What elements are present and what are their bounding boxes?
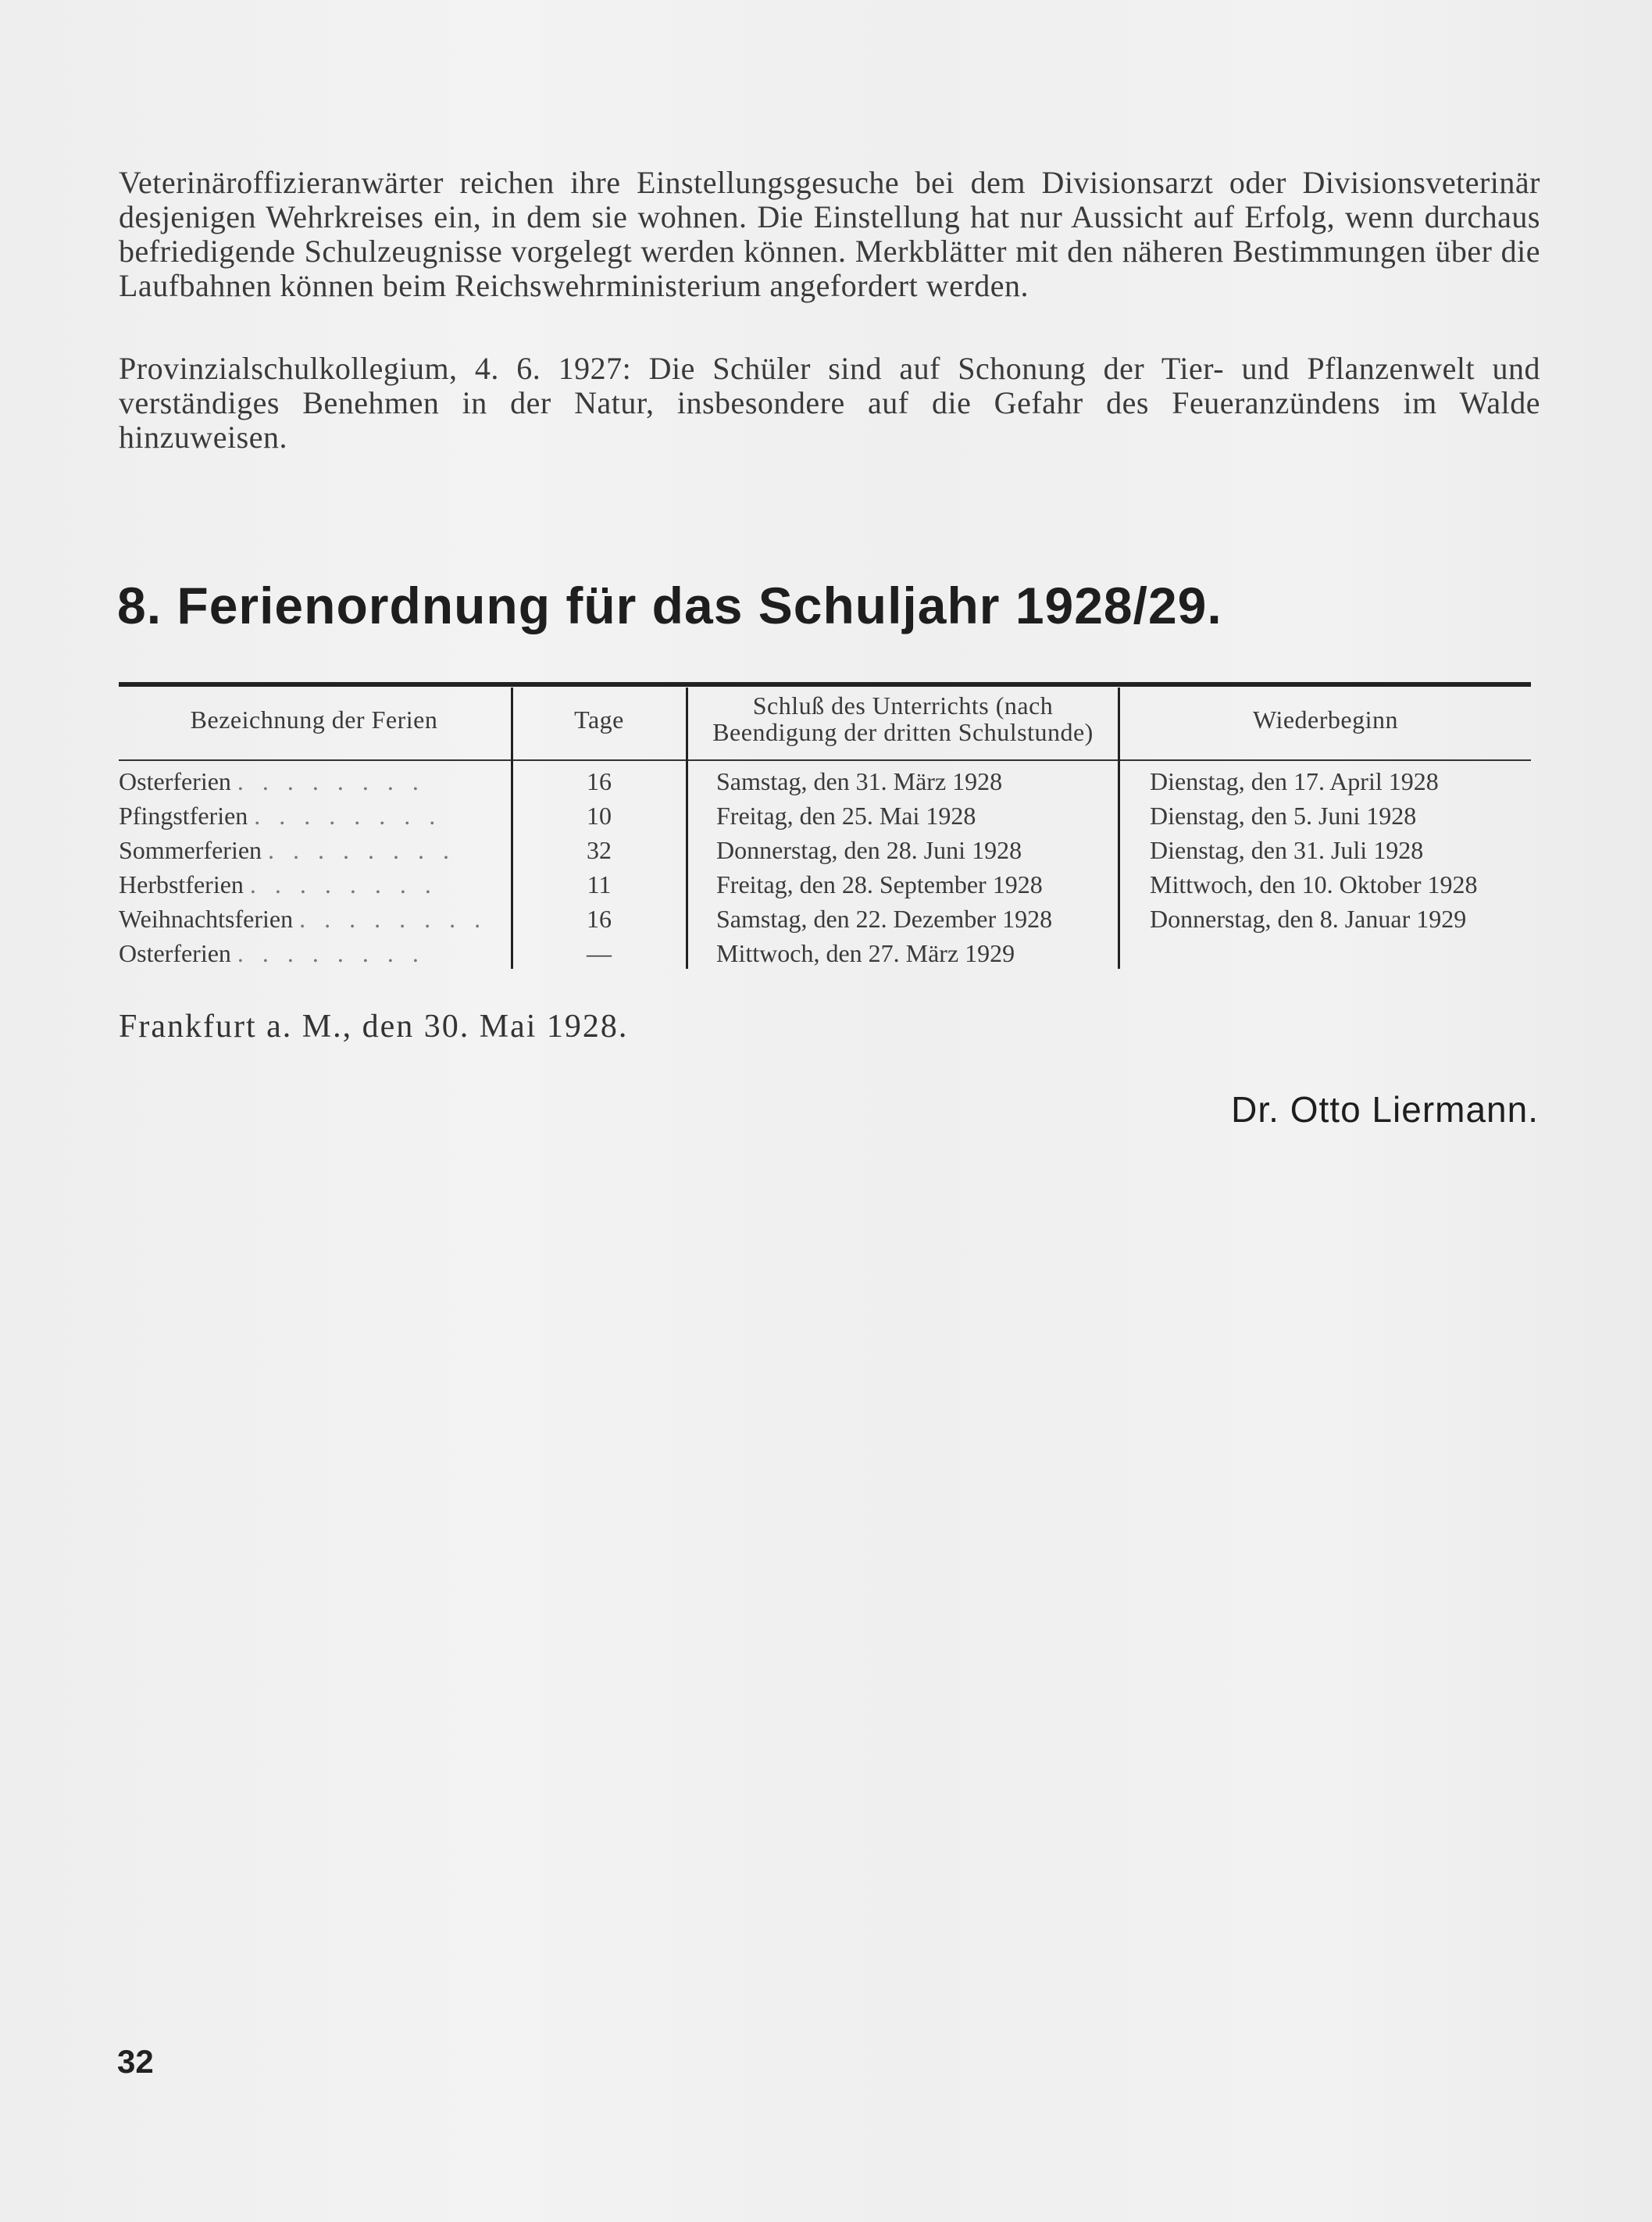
cell-end-of-classes: Donnerstag, den 28. Juni 1928 [716, 836, 1022, 864]
paragraph-provincial-school-board: Provinzialschulkollegium, 4. 6. 1927: Die Schüler sind auf Schonung der Tier- und Pflanzenwelt und verständiges Benehmen in der Natur, insbesondere auf die Gefahr des Feueranzündens im Walde hinzuweisen. [119, 351, 1540, 455]
cell-resumption: Dienstag, den 17. April 1928 [1150, 767, 1439, 795]
cell-end-of-classes: Mittwoch, den 27. März 1929 [716, 939, 1015, 967]
dot-leader: . . . . . . . . [268, 836, 456, 864]
cell-end-of-classes: Freitag, den 25. Mai 1928 [716, 802, 976, 830]
cell-holiday-name: Pfingstferien . . . . . . . . [119, 802, 442, 830]
cell-holiday-name: Weihnachtsferien . . . . . . . . [119, 905, 487, 933]
cell-resumption: Mittwoch, den 10. Oktober 1928 [1150, 870, 1478, 898]
cell-holiday-name: Osterferien . . . . . . . . [119, 767, 425, 795]
cell-end-of-classes: Samstag, den 31. März 1928 [716, 767, 1003, 795]
header-resumption: Wiederbeginn [1253, 706, 1398, 734]
header-days: Tage [574, 706, 624, 734]
cell-days: 10 [587, 802, 612, 830]
cell-end-of-classes: Freitag, den 28. September 1928 [716, 870, 1043, 898]
cell-days: 16 [587, 767, 612, 795]
table-row [119, 936, 1531, 970]
table-row [119, 867, 1531, 902]
table-header-rule [119, 759, 1531, 761]
table-row [119, 902, 1531, 936]
table-top-rule [119, 682, 1531, 687]
dot-leader: . . . . . . . . [254, 802, 442, 830]
header-end-of-classes: Schluß des Unterrichts (nach Beendigung der dritten Schulstunde) [712, 691, 1094, 746]
table-row [119, 833, 1531, 867]
cell-resumption: Dienstag, den 31. Juli 1928 [1150, 836, 1424, 864]
place-and-date: Frankfurt a. M., den 30. Mai 1928. [119, 1009, 629, 1045]
dot-leader: . . . . . . . . [249, 870, 437, 898]
table-row [119, 798, 1531, 833]
cell-holiday-name: Sommerferien . . . . . . . . [119, 836, 456, 864]
dot-leader: . . . . . . . . [299, 905, 487, 933]
cell-days: 32 [587, 836, 612, 864]
cell-resumption: Donnerstag, den 8. Januar 1929 [1150, 905, 1467, 933]
cell-holiday-name: Herbstferien . . . . . . . . [119, 870, 437, 898]
signature-name: Dr. Otto Liermann. [1231, 1089, 1539, 1130]
cell-resumption: Dienstag, den 5. Juni 1928 [1150, 802, 1417, 830]
dot-leader: . . . . . . . . [237, 939, 425, 967]
cell-days: 16 [587, 905, 612, 933]
cell-days: — [587, 939, 612, 967]
section-heading-holiday-schedule: 8. Ferienordnung für das Schuljahr 1928/29. [117, 577, 1222, 634]
cell-holiday-name: Osterferien . . . . . . . . [119, 939, 425, 967]
page-number: 32 [117, 2043, 154, 2080]
paragraph-veterinary-applicants: Veterinäroffizieranwärter reichen ihre Einstellungsgesuche bei dem Divisionsarzt oder Divisionsveterinär desjenigen Wehrkreises ein, in dem sie wohnen. Die Einstellung hat nur Aussicht auf Erfolg, wenn durchaus befriedigende Schulzeugnisse vorgelegt werden können. Merkblätter mit den näheren Bestimmungen über die Laufbahnen können beim Reichswehrministerium angefordert werden. [119, 165, 1540, 303]
table-row [119, 764, 1531, 798]
cell-days: 11 [587, 870, 612, 898]
header-holiday-name: Bezeichnung der Ferien [190, 706, 438, 734]
cell-end-of-classes: Samstag, den 22. Dezember 1928 [716, 905, 1053, 933]
dot-leader: . . . . . . . . [237, 767, 425, 795]
